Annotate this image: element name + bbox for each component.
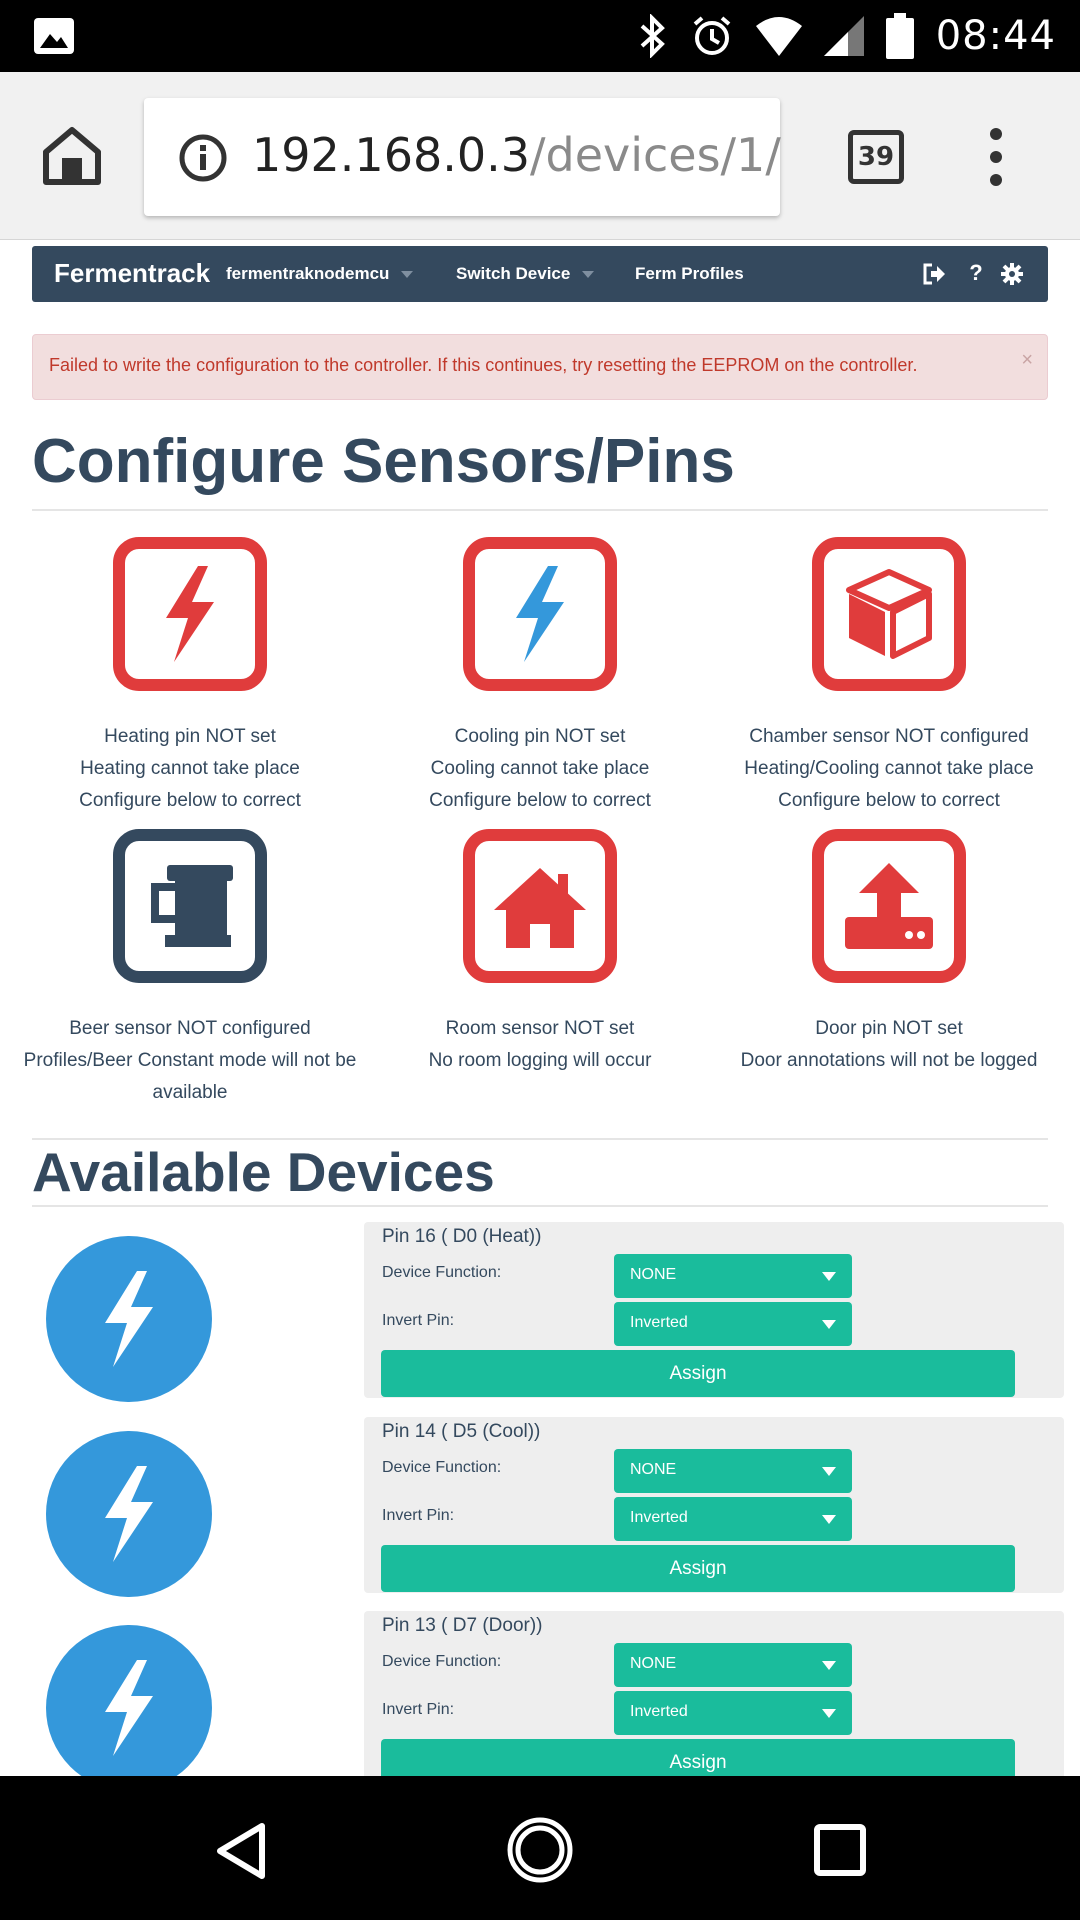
chevron-down-icon [822,1709,836,1718]
top-navbar [32,246,1048,302]
device-function-label: Device Function: [382,1459,502,1476]
divider [32,509,1048,511]
gear-icon[interactable] [1000,262,1024,286]
device-function-label: Device Function: [382,1264,502,1281]
available-devices-title: Available Devices [32,1141,495,1203]
device-menu[interactable] [226,264,413,284]
pin-title: Pin 16 ( D0 (Heat)) [382,1226,542,1247]
battery-icon [886,13,914,59]
divider [32,1205,1048,1207]
select-value: Inverted [630,1703,688,1720]
clock-time: 08:44 [935,13,1056,59]
sensor-line: Configure below to correct [79,790,301,811]
sensor-line: Heating cannot take place [80,758,300,779]
sensor-line: Cooling pin NOT set [454,726,626,747]
chamber-cube-icon [812,537,966,691]
sensor-line: Beer sensor NOT configured [69,1018,311,1039]
device-bolt-icon [46,1236,212,1402]
invert-pin-label: Invert Pin: [382,1312,455,1329]
invert-pin-select[interactable] [614,1497,852,1541]
system-nav-bar [0,1776,1080,1920]
page-content [0,240,1080,1776]
assign-button[interactable]: Assign [381,1545,1015,1592]
select-value: NONE [630,1461,677,1478]
info-icon[interactable] [178,133,228,183]
sensor-line: Chamber sensor NOT configured [749,726,1029,747]
chamber-sensor-status [709,537,1069,817]
switch-device-label: Switch Device [456,264,571,283]
url-path: /devices/1/ [530,128,781,182]
sensor-line: Profiles/Beer Constant mode will not be [23,1050,357,1071]
invert-pin-select[interactable] [614,1302,852,1346]
select-value: Inverted [630,1509,688,1526]
browser-toolbar [0,72,1080,240]
device-card [0,1611,1080,1776]
sensor-line: No room logging will occur [428,1050,652,1071]
address-bar[interactable] [144,98,780,216]
device-card [0,1222,1080,1400]
url-text[interactable] [252,128,781,182]
chevron-down-icon [822,1467,836,1476]
sensor-line: available [152,1082,228,1103]
bluetooth-icon [638,14,668,58]
cooling-bolt-icon [463,537,617,691]
room-sensor-status [360,829,720,1077]
overflow-menu-icon[interactable] [986,128,1006,186]
device-bolt-icon [46,1625,212,1776]
invert-pin-label: Invert Pin: [382,1701,455,1718]
select-value: NONE [630,1655,677,1672]
heating-bolt-icon [113,537,267,691]
sensor-line: Room sensor NOT set [445,1018,635,1039]
device-card [0,1417,1080,1595]
device-function-select[interactable] [614,1254,852,1298]
logout-icon[interactable] [922,262,946,286]
wifi-icon [756,16,802,56]
sensor-line: Heating/Cooling cannot take place [744,758,1034,779]
sensor-line: Door annotations will not be logged [740,1050,1038,1071]
device-bolt-icon [46,1431,212,1597]
brand-link[interactable]: Fermentrack [54,258,211,288]
signal-icon [824,16,864,56]
home-icon[interactable] [40,124,104,188]
assign-button[interactable]: Assign [381,1739,1015,1776]
sensor-line: Cooling cannot take place [430,758,650,779]
sensor-line: Configure below to correct [778,790,1000,811]
device-function-select[interactable] [614,1643,852,1687]
room-house-icon [463,829,617,983]
invert-pin-select[interactable] [614,1691,852,1735]
alert-message: Failed to write the configuration to the controller. If this continues, try resetting the EEPROM on the controller. [49,355,918,375]
sensor-line: Configure below to correct [429,790,651,811]
close-icon[interactable]: × [1021,349,1033,371]
sensor-line: Heating pin NOT set [104,726,276,747]
assign-button[interactable]: Assign [381,1350,1015,1397]
status-bar [0,0,1080,72]
chevron-down-icon [582,271,594,278]
switch-device-menu[interactable] [456,264,594,284]
device-menu-label: fermentraknodemcu [226,264,390,283]
device-function-label: Device Function: [382,1653,502,1670]
pin-title: Pin 14 ( D5 (Cool)) [382,1421,541,1442]
chevron-down-icon [822,1515,836,1524]
chevron-down-icon [822,1320,836,1329]
device-function-select[interactable] [614,1449,852,1493]
select-value: NONE [630,1266,677,1283]
help-icon[interactable]: ? [969,260,983,285]
door-pin-status [709,829,1069,1077]
heating-pin-status [10,537,370,817]
error-alert [32,334,1048,400]
chevron-down-icon [401,271,413,278]
invert-pin-label: Invert Pin: [382,1507,455,1524]
back-icon[interactable] [214,1822,268,1880]
sensor-line: Door pin NOT set [815,1018,963,1039]
cooling-pin-status [360,537,720,817]
image-icon [34,18,74,54]
chevron-down-icon [822,1661,836,1670]
select-value: Inverted [630,1314,688,1331]
device-panel [364,1222,1064,1398]
url-host: 192.168.0.3 [252,128,530,182]
home-circle-icon[interactable] [506,1816,574,1884]
beer-mug-icon [113,829,267,983]
recents-icon[interactable] [814,1824,866,1876]
device-panel [364,1417,1064,1593]
chevron-down-icon [822,1272,836,1281]
pin-title: Pin 13 ( D7 (Door)) [382,1615,543,1636]
device-panel [364,1611,1064,1776]
tab-switcher-button[interactable]: 39 [848,130,904,184]
beer-sensor-status [10,829,370,1109]
ferm-profiles-link[interactable]: Ferm Profiles [635,264,744,283]
alarm-icon [690,14,734,58]
door-upload-icon [812,829,966,983]
page-title: Configure Sensors/Pins [32,427,735,496]
